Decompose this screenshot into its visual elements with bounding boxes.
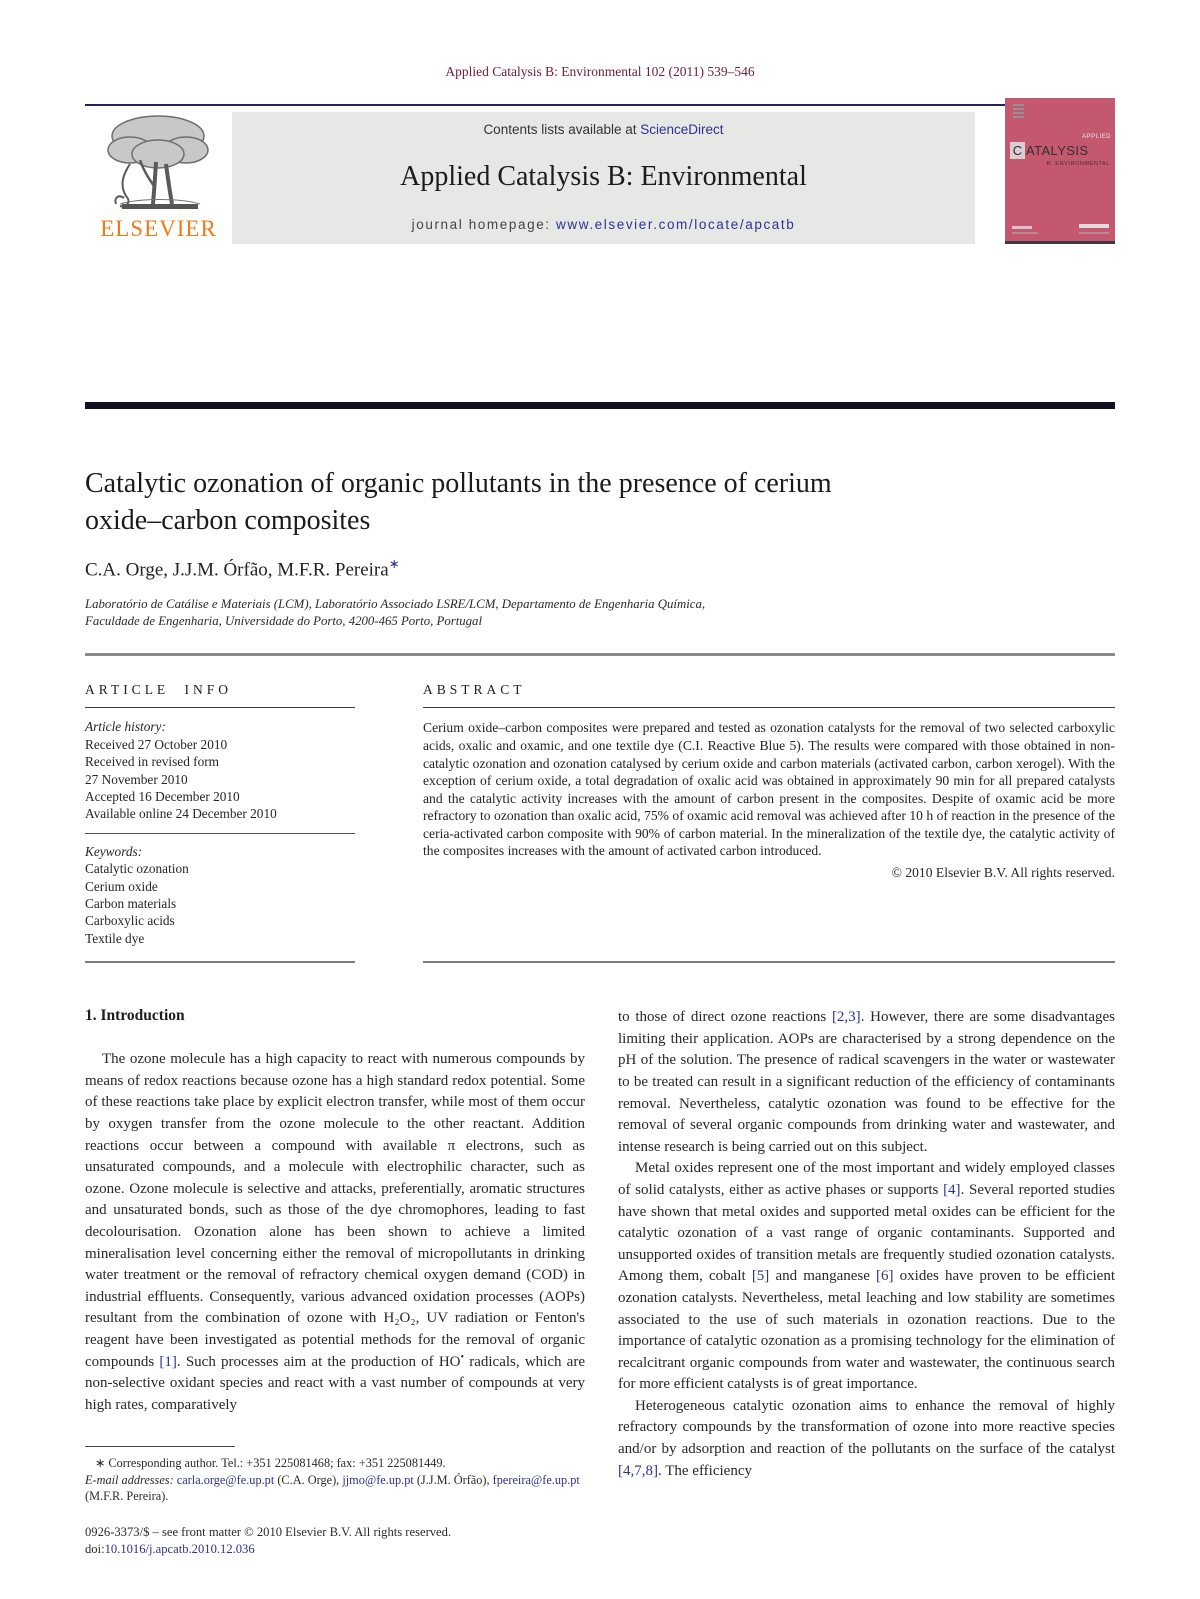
intro-paragraph-3	[618, 1396, 1115, 1482]
cover-title: ATALYSIS	[1026, 143, 1089, 158]
cover-c-letter: C	[1010, 142, 1025, 159]
history-item: Available online 24 December 2010	[85, 806, 277, 822]
affiliation-line2: Faculdade de Engenharia, Universidade do Porto, 4200-465 Porto, Portugal	[85, 614, 483, 629]
citation-ref-6[interactable]: [6]	[876, 1268, 894, 1285]
footnote-block	[85, 1446, 585, 1505]
elsevier-logo	[85, 110, 232, 250]
paragraph-text: and manganese	[769, 1268, 877, 1285]
front-matter-note	[85, 1524, 1115, 1558]
doi-line	[85, 1541, 1115, 1558]
cover-decoration	[1012, 226, 1032, 229]
elsevier-tree-icon	[100, 110, 218, 218]
journal-title: Applied Catalysis B: Environmental	[400, 161, 807, 192]
keywords-label: Keywords:	[85, 843, 143, 859]
keyword-item: Carbon materials	[85, 895, 177, 911]
paragraph-text: oxides have proven to be efficient ozonation catalysts. Nevertheless, metal leaching and low stability are sometimes associated to the use of such materials in ozonation reactions. Due to the importance of catalytic ozonation as a promising technology for the elimination of recalcitrant organic compounds from water and wastewater, the continuous search for more efficient catalysts is of great importance.	[618, 1268, 1116, 1393]
journal-citation: Applied Catalysis B: Environmental 102 (2011) 539–546	[445, 64, 755, 79]
article-info-column	[85, 656, 355, 963]
cover-title-row	[1010, 142, 1113, 159]
email-link-2[interactable]: jjmo@fe.up.pt	[342, 1472, 414, 1487]
email-owner-3: (M.F.R. Pereira).	[85, 1489, 169, 1504]
intro-paragraph-1-continued	[618, 1007, 1115, 1158]
cover-decoration	[1079, 224, 1109, 228]
introduction-heading: 1. Introduction	[85, 1007, 185, 1025]
article-history	[85, 718, 355, 822]
issn-copyright-line: 0926-3373/$ – see front matter © 2010 Elsevier B.V. All rights reserved.	[85, 1525, 452, 1540]
citation-ref-1[interactable]: [1]	[159, 1353, 177, 1370]
article-history-label: Article history:	[85, 719, 166, 735]
paragraph-text: Metal oxides represent one of the most important and widely employed classes of solid catalysts, either as active phases or supports	[618, 1160, 1115, 1198]
homepage-line	[242, 217, 965, 232]
email-link-3[interactable]: fpereira@fe.up.pt	[492, 1472, 580, 1487]
email-owner-2: (J.J.M. Órfão),	[413, 1472, 490, 1487]
paragraph-text: . Several reported studies have shown that metal oxides and supported metal oxides can be efficient for the catalytic ozonation of a vast range of organic contaminants. Supported and unsupported oxides of transition metals are frequently studied ozonation catalysts. Among them, cobalt	[618, 1181, 1116, 1285]
citation-ref-4-7-8[interactable]: [4,7,8]	[618, 1462, 658, 1479]
abstract-copyright: © 2010 Elsevier B.V. All rights reserved.	[891, 865, 1115, 881]
paragraph-text: . The efficiency	[658, 1462, 752, 1479]
citation-ref-4[interactable]: [4]	[943, 1181, 961, 1198]
author-names: C.A. Orge, J.J.M. Órfão, M.F.R. Pereira	[85, 559, 389, 581]
introduction-section	[85, 1007, 1115, 1505]
history-item: 27 November 2010	[85, 771, 188, 787]
cover-subtitle: B: ENVIRONMENTAL	[1046, 161, 1110, 167]
citation-ref-2-3[interactable]: [2,3]	[831, 1009, 861, 1026]
article-title	[85, 465, 1115, 539]
article-title-line2: oxide–carbon composites	[85, 505, 371, 536]
keyword-item: Textile dye	[85, 930, 145, 946]
cover-crest-icon	[1013, 104, 1024, 118]
email-label: E-mail addresses:	[85, 1472, 177, 1487]
paragraph-text: to those of direct ozone reactions	[618, 1009, 832, 1026]
keyword-item: Catalytic ozonation	[85, 861, 189, 877]
intro-paragraph-1	[85, 1049, 585, 1416]
corresponding-author-mark[interactable]: ∗	[388, 556, 400, 571]
contents-line	[242, 122, 965, 137]
email-owner-1: (C.A. Orge),	[274, 1472, 343, 1487]
keyword-item: Cerium oxide	[85, 878, 158, 894]
journal-banner	[232, 112, 975, 244]
keyword-item: Carboxylic acids	[85, 913, 175, 929]
intro-paragraph-2	[618, 1158, 1115, 1396]
history-item: Received in revised form	[85, 754, 220, 770]
header-top-rule	[85, 104, 1005, 106]
paragraph-text: . However, there are some disadvantages limiting their application. AOPs are characterised by a strong dependence on the pH of the solution. The presence of radical scavengers in the water or wastewater to be treated can result in a significant reduction of the efficiency of contaminants removal. Nevertheless, catalytic ozonation was found to be effective for the removal of several organic compounds from drinking water and wastewater, and intense research is being carried out on this subject.	[618, 1009, 1115, 1155]
paragraph-text: . Such processes aim at the production of HO	[176, 1353, 461, 1370]
abstract-text: Cerium oxide–carbon composites were prepared and tested as ozonation catalysts for the removal of two selected carboxylic acids, oxalic and oxamic, and one textile dye (C.I. Reactive Blue 5). The results were compared with those obtained in non-catalytic ozonation and ozonation catalysed by cerium oxide and carbon materials (activated carbon, carbon xerogel). With the exception of cerium oxide, a total degradation of oxalic acid was obtained in approximately 90 min for all prepared catalysts and the catalytic activity increases with the amount of carbon present in the composites. Despite of oxamic acid be more refractory to ozonation than oxalic acid, 75% of oxamic acid removal was achieved after 10 h of reaction in the presence of the ceria-activated carbon composite with 90% of carbon material. In the mineralization of the textile dye, the catalytic activity of the composites increases with the amount of activated carbon introduced.	[423, 720, 1115, 859]
corresponding-author-note: ∗ Corresponding author. Tel.: +351 225081468; fax: +351 225081449.	[95, 1456, 446, 1471]
radical-dot: •	[460, 1351, 465, 1363]
sciencedirect-link[interactable]: ScienceDirect	[640, 122, 724, 137]
doi-link[interactable]: 10.1016/j.apcatb.2010.12.036	[104, 1542, 255, 1557]
citation-ref-5[interactable]: [5]	[751, 1268, 770, 1285]
journal-cover-thumbnail[interactable]	[1005, 98, 1115, 244]
article-info-heading: ARTICLE INFO	[85, 682, 355, 708]
info-abstract-block	[85, 653, 1115, 963]
cover-decoration	[1079, 232, 1109, 234]
email-link-1[interactable]: carla.orge@fe.up.pt	[176, 1472, 275, 1487]
right-column	[618, 1007, 1115, 1505]
doi-label: doi:	[85, 1542, 105, 1557]
affiliation-line1: Laboratório de Catálise e Materiais (LCM), Laboratório Associado LSRE/LCM, Departamento de Engenharia Química,	[85, 597, 706, 612]
left-column	[85, 1007, 585, 1505]
keywords	[85, 843, 355, 947]
contents-prefix: Contents lists available at	[483, 122, 641, 137]
homepage-link[interactable]: www.elsevier.com/locate/apcatb	[556, 217, 796, 232]
email-addresses-note	[85, 1472, 585, 1505]
cover-decoration	[1012, 232, 1038, 234]
article-title-line1: Catalytic ozonation of organic pollutants in the presence of cerium	[85, 468, 832, 499]
homepage-prefix: journal homepage:	[411, 217, 557, 232]
affiliation	[85, 596, 1115, 630]
paragraph-text: The ozone molecule has a high capacity to react with numerous compounds by means of redox reactions because ozone has a high standard redox potential. Some of these reactions take place by explicit electron transfer, while most of them occur by oxygen transfer from the ozone molecule to the other reactant. Addition reactions occur between a compound with available π electrons, such as unsaturated compounds, and a molecule with electrophilic character, such as ozone. Ozone molecule is selective and attacks, preferentially, aromatic structures and unsaturated bonds, such as those of the dye chromophores, leading to fast decolourisation. Ozonation alone has been shown to achieve a limited mineralisation level concerning either the removal of micropollutants in drinking water treatment or the removal of refractory chemical oxygen demand (COD) in industrial effluents. Consequently, various advanced oxidation processes (AOPs) resultant from the combination of ozone with H₂O₂, UV radiation or Fenton's reagent have been investigated as potential methods for the removal of organic compounds	[85, 1051, 585, 1370]
cover-applied-label: APPLIED	[1082, 134, 1111, 140]
history-item: Accepted 16 December 2010	[85, 788, 240, 804]
paragraph-text: Heterogeneous catalytic ozonation aims to enhance the removal of highly refractory compounds by the transformation of ozone into more reactive species and/or by adsorption and reaction of the pollutants on the surface of the catalyst	[618, 1397, 1115, 1458]
journal-header	[85, 104, 1115, 254]
header-divider-bar	[85, 402, 1115, 409]
paragraph-text: radicals, which are non-selective oxidant species and react with a vast number of compounds at very high rates, comparatively	[85, 1353, 585, 1413]
history-item: Received 27 October 2010	[85, 736, 228, 752]
keywords-divider	[85, 833, 355, 834]
elsevier-wordmark: ELSEVIER	[100, 216, 217, 241]
abstract-column	[423, 656, 1115, 963]
footnote-rule	[85, 1446, 235, 1447]
author-list	[85, 556, 1115, 581]
abstract-heading: ABSTRACT	[423, 682, 1115, 708]
